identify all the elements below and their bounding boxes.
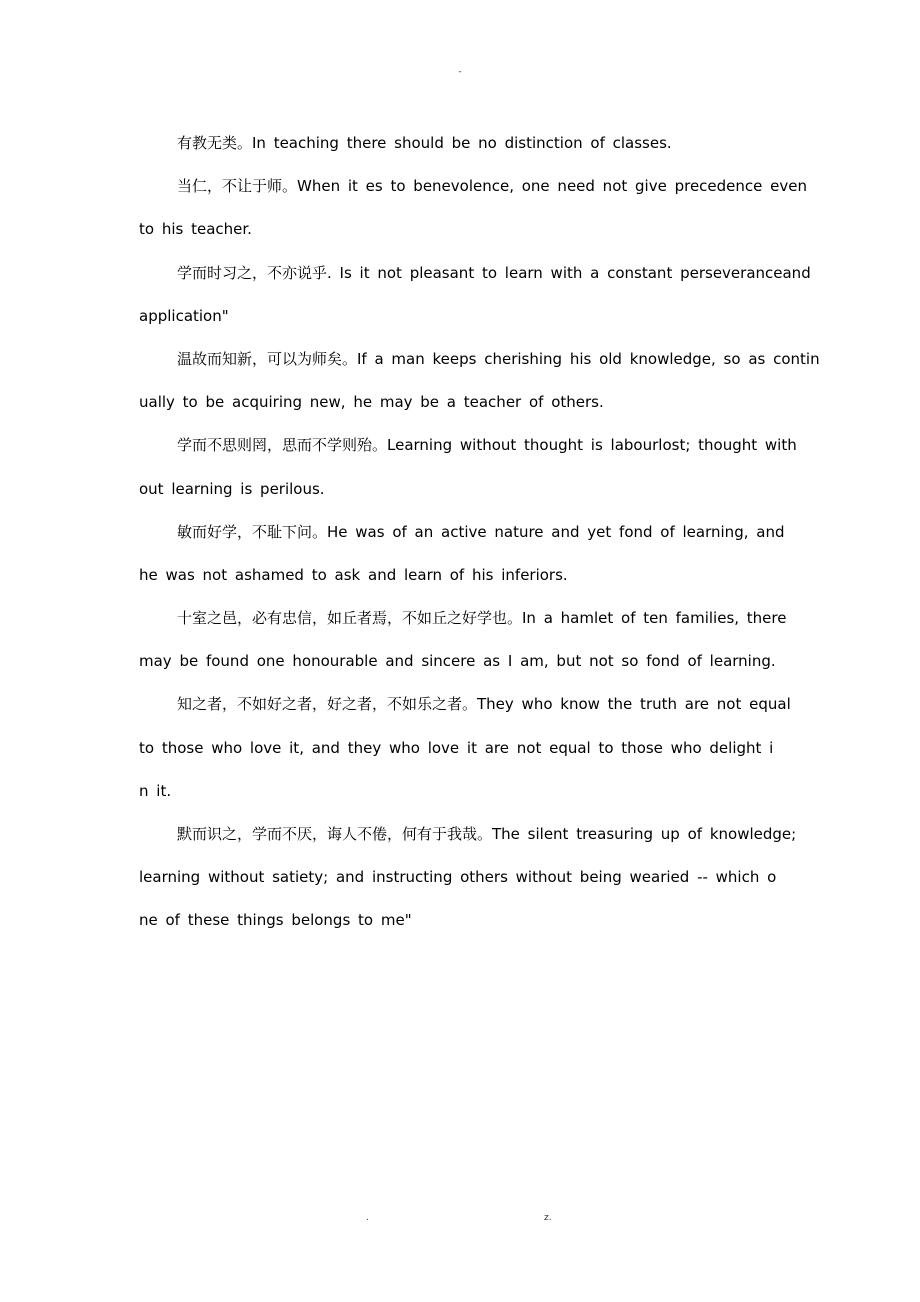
page-header-mark: - — [458, 67, 462, 77]
paragraph-line: 默而识之，学而不厌，诲人不倦，何有于我哉。The silent treasuring up of knowledge; — [177, 825, 797, 843]
paragraph-line: 十室之邑，必有忠信，如丘者焉，不如丘之好学也。In a hamlet of ten families, there — [177, 609, 787, 628]
document-body — [139, 122, 829, 943]
paragraph-line: 有教无类。In teaching there should be no distinction of classes. — [177, 134, 672, 152]
paragraph-line: may be found one honourable and sincere as I am, but not so fond of learning. — [139, 652, 776, 671]
paragraph-line: learning without satiety; and instructing others without being wearied -- which o — [139, 868, 777, 887]
paragraph-line: 学而不思则罔，思而不学则殆。Learning without thought is labourlost; thought with — [177, 436, 797, 455]
page-footer-right: z. — [544, 1213, 552, 1223]
paragraph-line: 温故而知新，可以为师矣。If a man keeps cherishing his old knowledge, so as contin — [177, 349, 820, 368]
paragraph-line: 学而时习之，不亦说乎. Is it not pleasant to learn with a constant perseveranceand — [177, 263, 811, 282]
paragraph-line: out learning is perilous. — [139, 479, 325, 498]
paragraph-line: ually to be acquiring new, he may be a teacher of others. — [139, 393, 604, 412]
paragraph-line: 当仁，不让于师。When it es to benevolence, one need not give precedence even — [177, 177, 807, 196]
paragraph-line: to his teacher. — [139, 220, 252, 239]
paragraph-line: ne of these things belongs to me" — [139, 911, 412, 930]
paragraph-line: application" — [139, 306, 229, 325]
paragraph-line: n it. — [139, 781, 172, 800]
paragraph-line: to those who love it, and they who love it are not equal to those who delight i — [139, 738, 774, 757]
paragraph-line: 敏而好学，不耻下问。He was of an active nature and yet fond of learning, and — [177, 522, 785, 541]
paragraph-line: he was not ashamed to ask and learn of his inferiors. — [139, 565, 568, 584]
page-footer-left: . — [366, 1213, 369, 1223]
paragraph-line: 知之者，不如好之者，好之者，不如乐之者。They who know the truth are not equal — [177, 695, 791, 714]
